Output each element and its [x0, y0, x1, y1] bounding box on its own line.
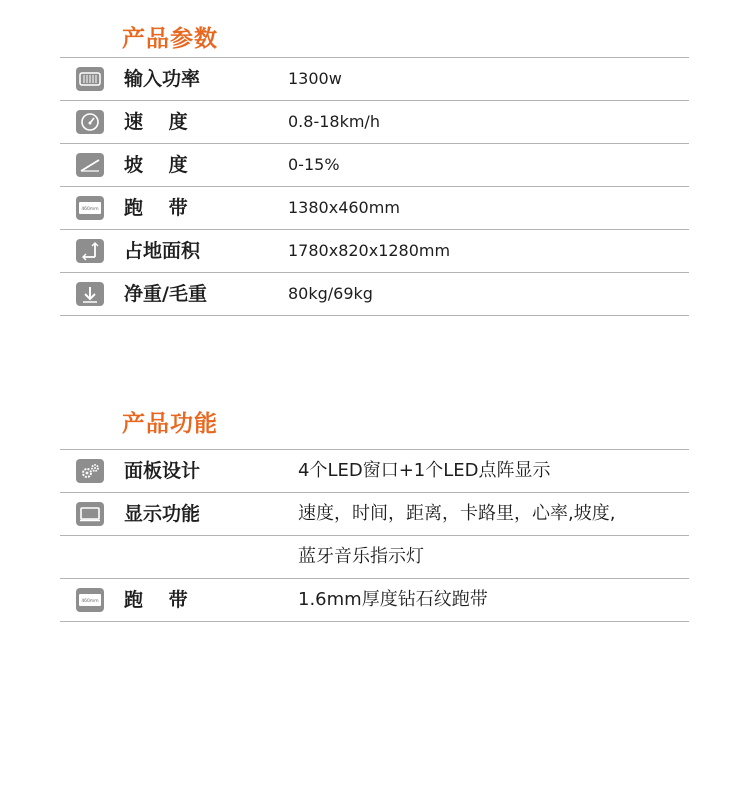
- display-icon: [76, 502, 104, 526]
- motor-icon: [76, 67, 104, 91]
- param-label: 跑 带: [124, 197, 188, 219]
- function-row-display-continued: [60, 536, 689, 579]
- function-value: 4个LED窗口+1个LED点阵显示: [298, 460, 551, 481]
- belt-icon: [76, 588, 104, 612]
- gears-icon: [76, 459, 104, 483]
- param-value: 80kg/69kg: [288, 284, 373, 303]
- weight-icon: [76, 282, 104, 306]
- param-label: 速 度: [124, 111, 188, 133]
- belt-icon-text: 460mm: [81, 599, 99, 604]
- belt-icon: [76, 196, 104, 220]
- param-label: 净重/毛重: [124, 283, 207, 305]
- functions-title: 产品功能: [122, 411, 218, 437]
- params-table: [60, 57, 689, 316]
- param-label: 坡 度: [124, 154, 188, 176]
- param-row-speed: [60, 101, 689, 144]
- param-value: 1780x820x1280mm: [288, 241, 451, 260]
- functions-table: [60, 449, 689, 622]
- function-label: 跑 带: [124, 589, 188, 611]
- function-row-display: [60, 493, 689, 536]
- belt-icon-text: 460mm: [81, 207, 99, 212]
- floor-area-icon: [76, 239, 104, 263]
- function-row-belt: [60, 579, 689, 622]
- param-label: 占地面积: [124, 240, 201, 262]
- function-value: 蓝牙音乐指示灯: [298, 546, 424, 567]
- param-row-weight: [60, 273, 689, 316]
- param-row-belt: [60, 187, 689, 230]
- param-label: 输入功率: [124, 68, 201, 90]
- speedometer-icon: [76, 110, 104, 134]
- param-value: 0-15%: [288, 155, 340, 174]
- function-value: 1.6mm厚度钻石纹跑带: [298, 589, 488, 610]
- param-value: 1300w: [288, 69, 342, 88]
- params-title: 产品参数: [122, 26, 218, 52]
- param-value: 0.8-18km/h: [288, 112, 380, 131]
- incline-icon: [76, 153, 104, 177]
- param-value: 1380x460mm: [288, 198, 400, 217]
- param-row-area: [60, 230, 689, 273]
- function-value: 速度，时间，距离，卡路里，心率,坡度,: [298, 503, 616, 524]
- function-label: 显示功能: [124, 503, 201, 525]
- function-row-panel: [60, 449, 689, 493]
- function-label: 面板设计: [124, 460, 201, 482]
- param-row-power: [60, 57, 689, 101]
- param-row-incline: [60, 144, 689, 187]
